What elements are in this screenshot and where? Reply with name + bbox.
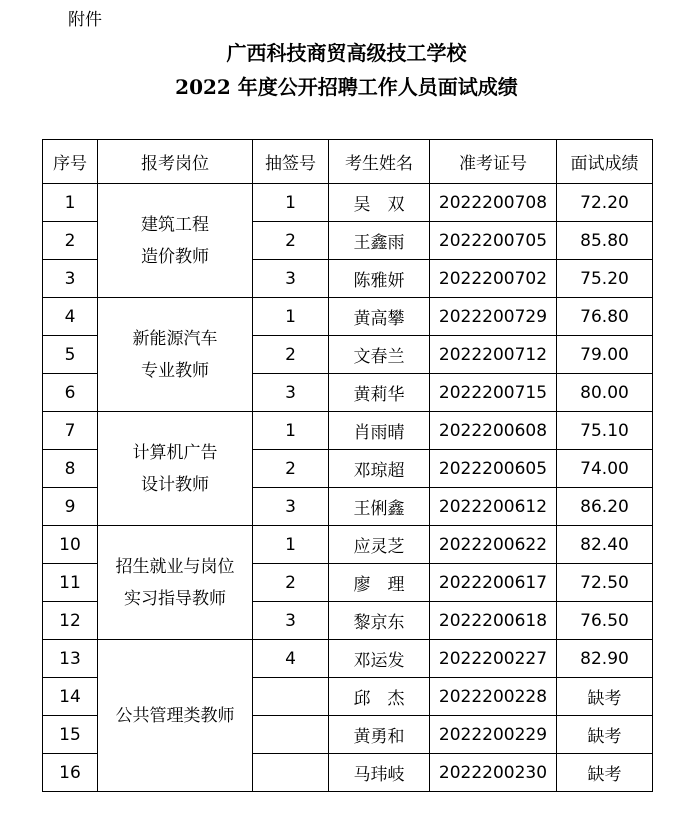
document-subtitle: 2022 年度公开招聘工作人员面试成绩 [175,75,518,99]
table-row [43,640,653,678]
cell-ticket: 2022200705 [430,222,557,260]
cell-ticket: 2022200229 [430,716,557,754]
cell-ticket: 2022200618 [430,602,557,640]
post-line1: 建筑工程 [141,214,209,235]
cell-score: 82.90 [557,640,653,678]
cell-draw: 4 [253,640,329,678]
header-seq: 序号 [43,140,98,184]
cell-score: 缺考 [557,678,653,716]
cell-ticket: 2022200605 [430,450,557,488]
cell-seq: 4 [43,298,98,336]
cell-ticket: 2022200608 [430,412,557,450]
cell-name: 黎京东 [329,602,430,640]
cell-ticket: 2022200227 [430,640,557,678]
cell-post [98,526,253,640]
cell-draw [253,678,329,716]
post-line2: 设计教师 [141,474,209,495]
cell-ticket: 2022200622 [430,526,557,564]
cell-name: 邓琼超 [329,450,430,488]
table-row [43,526,653,564]
cell-draw: 1 [253,412,329,450]
cell-seq: 16 [43,754,98,792]
cell-name: 廖 理 [329,564,430,602]
cell-post [98,640,253,792]
cell-seq: 10 [43,526,98,564]
cell-score: 82.40 [557,526,653,564]
post-line2: 造价教师 [141,246,209,267]
cell-name: 马玮岐 [329,754,430,792]
table-row [43,184,653,222]
cell-seq: 5 [43,336,98,374]
cell-draw: 3 [253,260,329,298]
cell-score: 缺考 [557,754,653,792]
cell-score: 76.50 [557,602,653,640]
cell-ticket: 2022200617 [430,564,557,602]
cell-seq: 1 [43,184,98,222]
cell-ticket: 2022200230 [430,754,557,792]
cell-score: 75.10 [557,412,653,450]
cell-name: 文春兰 [329,336,430,374]
header-ticket: 准考证号 [430,140,557,184]
cell-post [98,412,253,526]
cell-score: 缺考 [557,716,653,754]
cell-draw: 2 [253,336,329,374]
cell-seq: 11 [43,564,98,602]
post-line2: 专业教师 [141,360,209,381]
cell-name: 黄莉华 [329,374,430,412]
cell-seq: 8 [43,450,98,488]
cell-name: 邱 杰 [329,678,430,716]
header-name: 考生姓名 [329,140,430,184]
cell-score: 72.50 [557,564,653,602]
cell-draw: 1 [253,298,329,336]
cell-score: 74.00 [557,450,653,488]
cell-ticket: 2022200715 [430,374,557,412]
cell-post [98,298,253,412]
header-draw: 抽签号 [253,140,329,184]
cell-score: 85.80 [557,222,653,260]
cell-name: 黄高攀 [329,298,430,336]
cell-draw: 3 [253,374,329,412]
cell-post [98,184,253,298]
header-post: 报考岗位 [98,140,253,184]
cell-score: 80.00 [557,374,653,412]
cell-score: 86.20 [557,488,653,526]
cell-seq: 14 [43,678,98,716]
cell-name: 吴 双 [329,184,430,222]
post-line1: 公共管理类教师 [115,705,235,726]
cell-draw: 2 [253,222,329,260]
cell-name: 应灵芝 [329,526,430,564]
post-line1: 计算机广告 [132,442,218,463]
post-line1: 招生就业与岗位 [115,556,235,577]
cell-seq: 12 [43,602,98,640]
document-title: 广西科技商贸高级技工学校 [226,41,467,65]
table-row [43,298,653,336]
cell-seq: 2 [43,222,98,260]
cell-score: 76.80 [557,298,653,336]
cell-seq: 15 [43,716,98,754]
cell-seq: 13 [43,640,98,678]
post-line1: 新能源汽车 [132,328,218,349]
table-header-row [43,140,653,184]
cell-seq: 9 [43,488,98,526]
cell-draw: 2 [253,564,329,602]
cell-score: 79.00 [557,336,653,374]
cell-draw: 1 [253,526,329,564]
attachment-label: 附件 [68,10,102,30]
cell-ticket: 2022200228 [430,678,557,716]
cell-draw: 2 [253,450,329,488]
cell-seq: 7 [43,412,98,450]
cell-name: 王鑫雨 [329,222,430,260]
post-line2: 实习指导教师 [124,588,226,609]
cell-draw: 3 [253,602,329,640]
cell-name: 王俐鑫 [329,488,430,526]
cell-name: 邓运发 [329,640,430,678]
cell-draw: 3 [253,488,329,526]
cell-seq: 6 [43,374,98,412]
cell-draw: 1 [253,184,329,222]
cell-score: 75.20 [557,260,653,298]
cell-ticket: 2022200708 [430,184,557,222]
cell-ticket: 2022200729 [430,298,557,336]
cell-draw [253,716,329,754]
cell-name: 肖雨晴 [329,412,430,450]
cell-score: 72.20 [557,184,653,222]
cell-ticket: 2022200612 [430,488,557,526]
cell-seq: 3 [43,260,98,298]
cell-name: 陈雅妍 [329,260,430,298]
cell-ticket: 2022200702 [430,260,557,298]
header-score: 面试成绩 [557,140,653,184]
table-row [43,412,653,450]
interview-results-table [42,139,653,792]
cell-draw [253,754,329,792]
cell-name: 黄勇和 [329,716,430,754]
cell-ticket: 2022200712 [430,336,557,374]
